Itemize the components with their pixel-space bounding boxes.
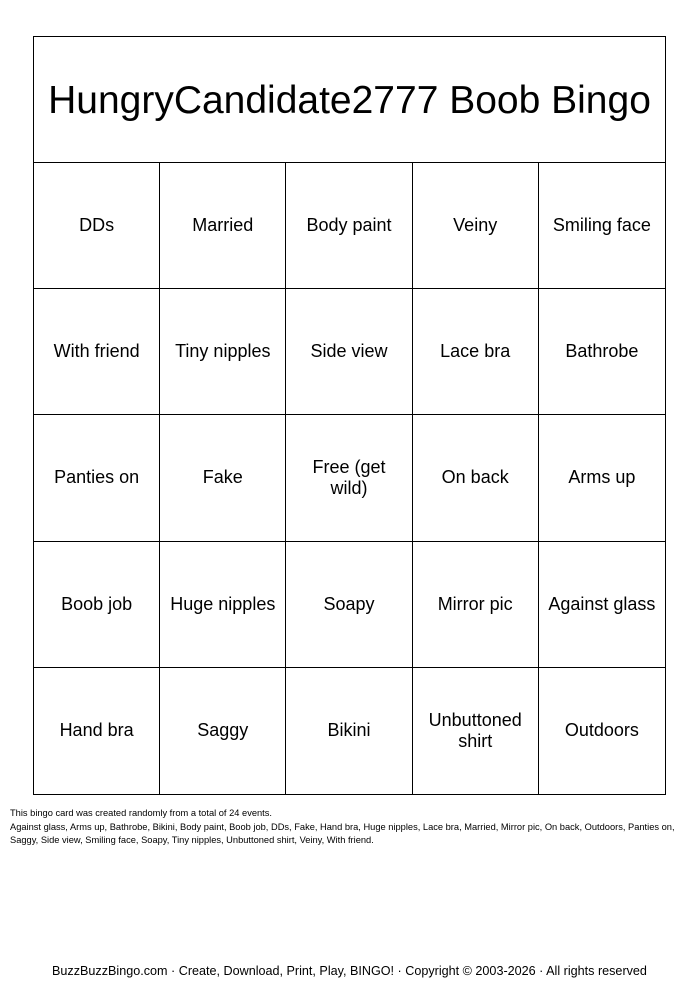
bingo-cell: On back [413, 415, 539, 541]
bingo-cell: Fake [160, 415, 286, 541]
bingo-cell: Side view [286, 289, 412, 415]
bingo-cell: Against glass [539, 542, 665, 668]
bingo-cell: Soapy [286, 542, 412, 668]
bingo-free-cell: Free (get wild) [286, 415, 412, 541]
bingo-cell: Bathrobe [539, 289, 665, 415]
card-notes [10, 807, 690, 848]
bingo-cell: Lace bra [413, 289, 539, 415]
bingo-card [33, 36, 666, 795]
bingo-cell: Bikini [286, 668, 412, 794]
card-title: HungryCandidate2777 Boob Bingo [34, 37, 665, 163]
bingo-cell: Boob job [34, 542, 160, 668]
bingo-cell: Huge nipples [160, 542, 286, 668]
bingo-cell: Body paint [286, 163, 412, 289]
bingo-cell: Panties on [34, 415, 160, 541]
bingo-cell: Tiny nipples [160, 289, 286, 415]
bingo-cell: Mirror pic [413, 542, 539, 668]
bingo-cell: Hand bra [34, 668, 160, 794]
bingo-cell: Outdoors [564, 720, 639, 741]
bingo-cell: Veiny [413, 163, 539, 289]
bingo-cell: Unbuttoned shirt [413, 668, 539, 794]
bingo-cell: Arms up [539, 415, 665, 541]
bingo-cell: DDs [34, 163, 160, 289]
notes-summary: This bingo card was created randomly from a total of 24 events. [10, 808, 272, 818]
notes-event-list: Against glass, Arms up, Bathrobe, Bikini, Body paint, Boob job, DDs, Fake, Hand bra, Huge nipples, Lace bra, Married, Mirror pic, On back, Outdoors, Panties on, Saggy, Side view, Smiling face, Soapy, Tiny nipples, Unbuttoned shirt, Veiny, With friend. [10, 821, 675, 846]
bingo-cell: With friend [34, 289, 160, 415]
bingo-cell: Saggy [160, 668, 286, 794]
bingo-grid [34, 163, 665, 794]
page-footer: BuzzBuzzBingo.com · Create, Download, Print, Play, BINGO! · Copyright © 2003-2026 · All rights reserved [52, 964, 647, 978]
bingo-cell: Smiling face [539, 163, 665, 289]
bingo-cell: Married [160, 163, 286, 289]
